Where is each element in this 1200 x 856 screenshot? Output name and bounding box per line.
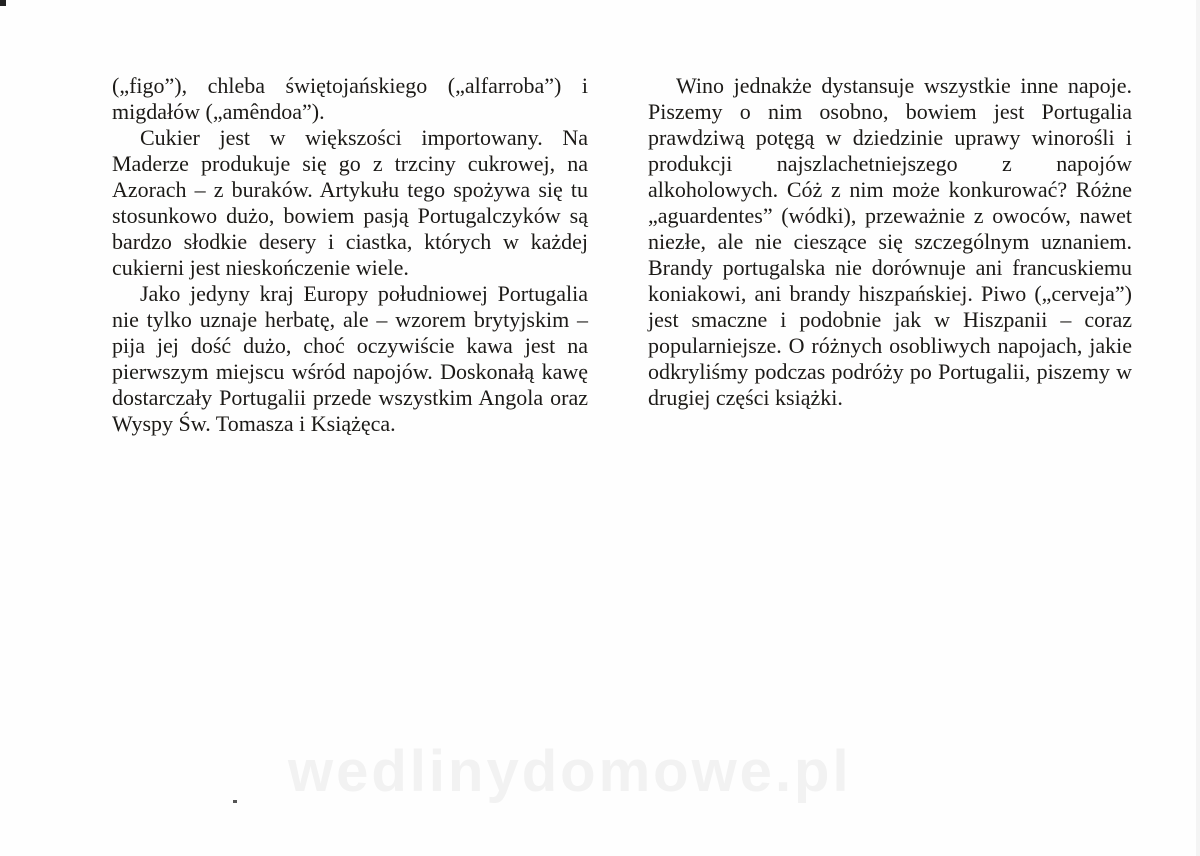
watermark-text: wedlinydomowe.pl bbox=[288, 739, 852, 804]
paragraph-continuation: („figo”), chleba świętojańskiego („alfarroba”) i migdałów („amêndoa”). bbox=[112, 73, 588, 124]
scan-right-edge bbox=[1196, 0, 1200, 856]
paragraph-sugar: Cukier jest w większości importowany. Na Maderze produkuje się go z trzciny cukrowej, na Azorach – z buraków. Artykułu tego spożywa się tu stosunkowo dużo, bowiem pasją Portugalczyków są bardzo słodkie desery i ciastka, których w każdej cukierni jest nieskończenie wiele. bbox=[112, 125, 588, 280]
paragraph-tea-coffee: Jako jedyny kraj Europy południowej Portugalia nie tylko uznaje herbatę, ale – wzorem brytyjskim – pija jej dość dużo, choć oczywiście kawa jest na pierwszym miejscu wśród napojów. Doskonałą kawę dostarczały Portugalii przede wszystkim Angola oraz Wyspy Św. Tomasza i Książęca. bbox=[112, 281, 588, 436]
paragraph-wine: Wino jednakże dystansuje wszystkie inne napoje. Piszemy o nim osobno, bowiem jest Portugalia prawdziwą potęgą w dziedzinie uprawy winorośli i produkcji najszlachetniejszego z napojów alkoholowych. Cóż z nim może konkurować? Różne „aguardentes” (wódki), przeważnie z owoców, nawet niezłe, ale nie cieszące się szczególnym uznaniem. Brandy portugalska nie dorównuje ani francuskiemu koniakowi, ani brandy hiszpańskiej. Piwo („cerveja”) jest smaczne i podobnie jak w Hiszpanii – coraz popularniejsze. O różnych osobliwych napojach, jakie odkryliśmy podczas podróży po Portugalii, piszemy w drugiej części książki. bbox=[648, 73, 1132, 410]
scan-speck bbox=[233, 800, 237, 803]
left-text-column bbox=[112, 73, 588, 437]
scan-corner-mark bbox=[0, 0, 6, 6]
right-text-column bbox=[648, 73, 1132, 411]
